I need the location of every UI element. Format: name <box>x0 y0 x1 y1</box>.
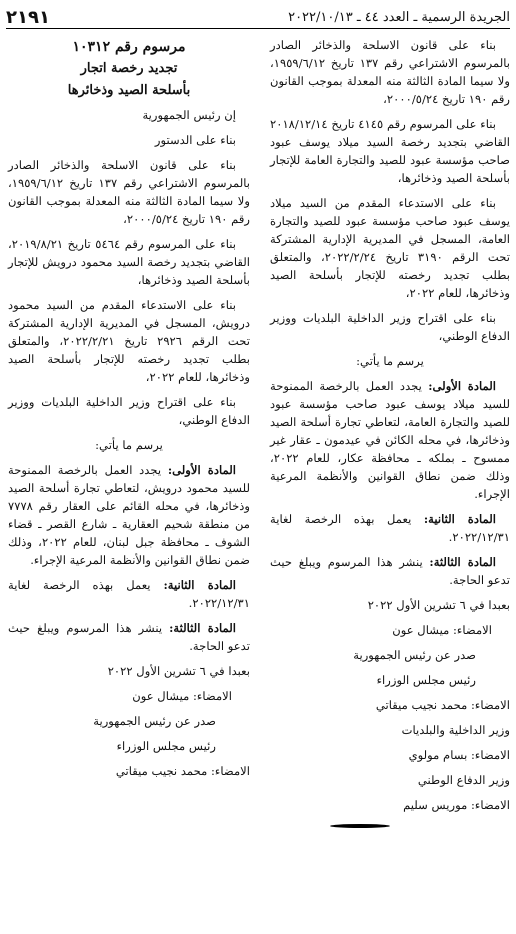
article-text: يعمل بهذه الرخصة لغاية ٢٠٢٢/١٢/٣١. <box>8 578 250 610</box>
decree-number: مرسوم رقم ١٠٣١٢ <box>72 39 186 55</box>
paragraph: بناء على قانون الاسلحة والذخائر الصادر بالمرسوم الاشتراعي رقم ١٣٧ تاريخ ١٩٥٩/٦/١٢، ولا سيما المادة الثالثة منه المعدلة بموجب القانون رقم ١٩٠ تاريخ ٢٠٠٠/٥/٢٤، <box>270 38 510 106</box>
article-label: المادة الثانية: <box>423 512 496 526</box>
page-number: ٢١٩١ <box>6 6 50 28</box>
paragraph: إن رئيس الجمهورية <box>142 108 236 122</box>
article-label: المادة الأولى: <box>428 379 497 393</box>
article-text: ينشر هذا المرسوم ويبلغ حيث تدعو الحاجة. <box>270 555 510 587</box>
paragraph: بناء على الدستور <box>154 133 236 147</box>
signature-line: وزير الداخلية والبلديات <box>401 723 510 737</box>
article-2 <box>8 576 250 612</box>
signature-line: وزير الدفاع الوطني <box>417 773 510 787</box>
article-text: ينشر هذا المرسوم ويبلغ حيث تدعو الحاجة. <box>8 621 250 653</box>
article-label: المادة الثالثة: <box>169 621 237 635</box>
article-text: يجدد العمل بالرخصة الممنوحة للسيد محمود درويش، لتعاطي تجارة أسلحة الصيد وذخائرها، في محله القائم على العقار رقم ٧٧٧٨ من منطقة شحيم العقارية ـ شارع القصر ـ قضاء الشوف ـ محافظة جبل لبنان، للعام ٢٠٢٢، وذلك ضمن نطاق القوانين والأنظمة المرعية الإجراء. <box>8 463 251 567</box>
article-text: يعمل بهذه الرخصة لغاية ٢٠٢٢/١٢/٣١. <box>270 512 510 544</box>
left-column <box>8 36 250 787</box>
paragraph: بناء على الاستدعاء المقدم من السيد محمود درويش، المسجل في المديرية الإدارية المشتركة تحت الرقم ٢٩٢٦ تاريخ ٢٠٢٢/٢/٢١، والمتعلق بطلب تجديد رخصته للإتجار بأسلحة الصيد وذخائرها، للعام ٢٠٢٢، <box>8 298 250 384</box>
article-3 <box>8 619 250 655</box>
signature-line: الامضاء: موريس سليم <box>403 798 510 812</box>
signature-line: صدر عن رئيس الجمهورية <box>93 714 216 728</box>
signature-line: الامضاء: محمد نجيب ميقاتي <box>375 698 510 712</box>
paragraph: بناء على قانون الاسلحة والذخائر الصادر بالمرسوم الاشتراعي رقم ١٣٧ تاريخ ١٩٥٩/٦/١٢، ولا سيما المادة الثالثة منه المعدلة بموجب القانون رقم ١٩٠ تاريخ ٢٠٠٠/٥/٢٤، <box>8 158 250 226</box>
signature-line: الامضاء: محمد نجيب ميقاتي <box>115 764 250 778</box>
decrees-heading: يرسم ما يأتي: <box>95 438 163 452</box>
article-label: المادة الثانية: <box>163 578 236 592</box>
article-text: يجدد العمل بالرخصة الممنوحة للسيد ميلاد يوسف عبود صاحب مؤسسة عبود للصيد والتجارة العامة، لتعاطي تجارة أسلحة الصيد وذخائرها، في محله الكائن في عيدمون ـ عقار غير ممسوح ـ بملكه ـ محافظة عكار، للعام ٢٠٢٢، وذلك ضمن نطاق القوانين والأنظمة المرعية الإجراء. <box>270 379 510 501</box>
paragraph: بناء على المرسوم رقم ٤١٤٥ تاريخ ٢٠١٨/١٢/١٤ القاضي بتجديد رخصة السيد ميلاد يوسف عبود صاحب مؤسسة عبود للصيد والتجارة العامة للإتجار بأسلحة الصيد وذخائرها، <box>270 117 510 185</box>
gazette-issue-line: الجريدة الرسمية ـ العدد ٤٤ ـ ٢٠٢٢/١٠/١٣ <box>288 9 510 25</box>
signature-line: الامضاء: ميشال عون <box>132 689 232 703</box>
article-3 <box>270 553 510 589</box>
paragraph: بناء على اقتراح وزير الداخلية البلديات ووزير الدفاع الوطني، <box>270 311 510 343</box>
signature-line: رئيس مجلس الوزراء <box>376 673 476 687</box>
signing-date: بعبدا في ٦ تشرين الأول ٢٠٢٢ <box>367 598 510 612</box>
signature-line: الامضاء: بسام مولوي <box>408 748 510 762</box>
paragraph: بناء على اقتراح وزير الداخلية البلديات ووزير الدفاع الوطني، <box>8 395 250 427</box>
right-column <box>270 36 510 828</box>
article-label: المادة الثالثة: <box>429 555 496 569</box>
signing-date: بعبدا في ٦ تشرين الأول ٢٠٢٢ <box>107 664 250 678</box>
paragraph: بناء على الاستدعاء المقدم من السيد ميلاد يوسف عبود صاحب مؤسسة عبود للصيد والتجارة العامة، المسجل في المديرية الإدارية المشتركة تحت الرقم ٣١٩٠ تاريخ ٢٠٢٢/٢/٢٤، والمتعلق بطلب تجديد رخصته للإتجار بأسلحة الصيد وذخائرها، للعام ٢٠٢٢، <box>270 196 510 300</box>
article-1 <box>8 461 250 569</box>
article-2 <box>270 510 510 546</box>
decree-subject: بأسلحة الصيد وذخائرها <box>67 83 191 98</box>
paragraph: بناء على المرسوم رقم ٥٤٦٤ تاريخ ٢٠١٩/٨/٢١، القاضي بتجديد رخصة السيد محمود درويش للإتجار بأسلحة الصيد وذخائرها، <box>8 237 250 287</box>
signature-line: صدر عن رئيس الجمهورية <box>353 648 476 662</box>
article-1 <box>270 377 510 503</box>
page-header <box>6 6 510 29</box>
signature-line: رئيس مجلس الوزراء <box>116 739 216 753</box>
end-ornament <box>330 824 390 828</box>
decree-title <box>8 36 250 102</box>
article-label: المادة الأولى: <box>167 463 237 477</box>
decree-subject: تجديد رخصة اتجار <box>80 61 178 76</box>
signature-line: الامضاء: ميشال عون <box>392 623 492 637</box>
decrees-heading: يرسم ما يأتي: <box>356 354 424 368</box>
